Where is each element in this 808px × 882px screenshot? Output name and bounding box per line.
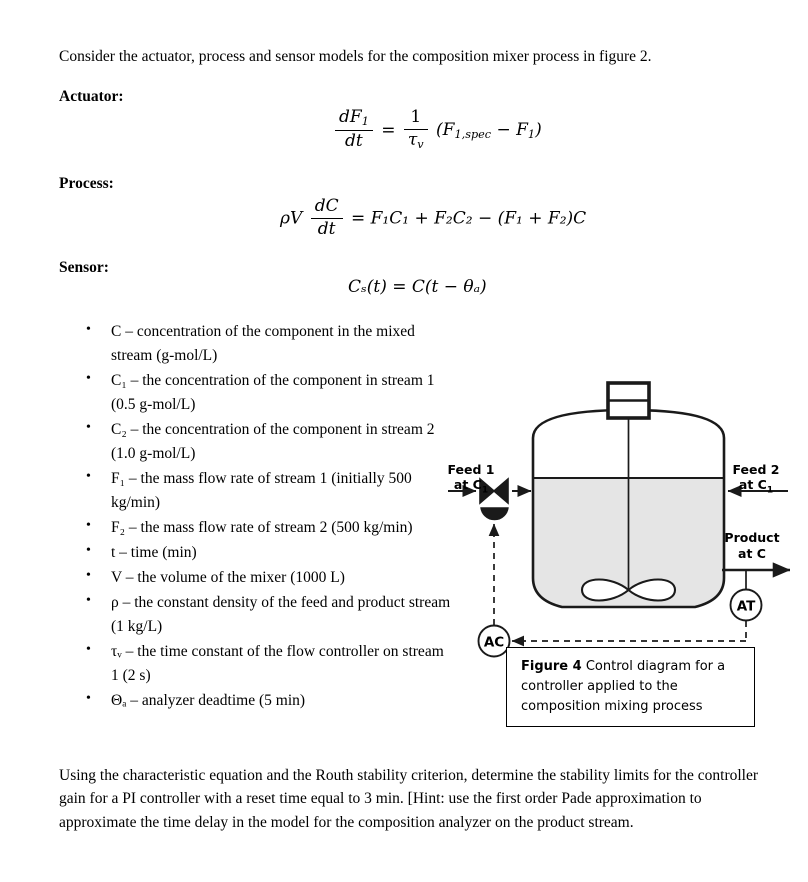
list-item: • t – time (min) bbox=[78, 541, 453, 565]
actuator-fspec-subscript: 1,spec bbox=[454, 128, 492, 142]
list-item: • Θₐ – analyzer deadtime (5 min) bbox=[78, 689, 453, 713]
equation-actuator bbox=[332, 109, 542, 153]
figure-caption-box bbox=[506, 647, 755, 727]
list-item: • V – the volume of the mixer (1000 L) bbox=[78, 566, 453, 590]
list-item: • C₁ – the concentration of the component in stream 1 (0.5 g-mol/L) bbox=[78, 369, 453, 417]
actuator-num-subscript: 1 bbox=[361, 115, 369, 129]
product-label-line1: Product bbox=[724, 530, 780, 545]
list-item: • F₁ – the mass flow rate of stream 1 (initially 500 kg/min) bbox=[78, 467, 453, 515]
process-fraction bbox=[311, 197, 343, 239]
actuator-numerator: $dF_1$ bbox=[335, 108, 373, 131]
feed1-label-line1: Feed 1 bbox=[447, 462, 495, 477]
actuator-f1-subscript: 1 bbox=[527, 128, 536, 142]
actuator-rhs-denominator: $\tau_v$ bbox=[407, 129, 424, 151]
section-label-actuator: Actuator: bbox=[59, 88, 124, 105]
section-label-process: Process: bbox=[59, 175, 114, 192]
controller-tag-label: AC bbox=[483, 634, 505, 651]
actuator-rhs-fraction bbox=[404, 108, 428, 152]
equation-sensor: Cₛ(t) = C(t − θₐ) bbox=[348, 277, 487, 297]
feed1-label-subscript: 1 bbox=[481, 485, 489, 496]
feed2-label-line1: Feed 2 bbox=[732, 462, 780, 477]
actuator-rhs-open: $(F_{1,spec} - F_1)$ bbox=[436, 120, 542, 142]
feed1-label-at-c: at C bbox=[453, 477, 482, 492]
feed2-label-line2 bbox=[739, 477, 773, 496]
figure-control-diagram bbox=[440, 378, 790, 738]
actuator-rhs-numerator: 1 bbox=[404, 108, 428, 130]
list-item: • ρ – the constant density of the feed and product stream (1 kg/L) bbox=[78, 591, 453, 639]
figure-caption-text: Control diagram for a controller applied to the composition mixing process bbox=[521, 659, 726, 715]
actuator-equals: = bbox=[381, 120, 396, 141]
process-lead: ρV bbox=[280, 208, 303, 229]
actuator-lhs-fraction bbox=[335, 108, 373, 152]
actuator-denominator: dt bbox=[345, 131, 363, 152]
product-label-line2: at C bbox=[738, 546, 766, 561]
valve-body-right bbox=[494, 479, 508, 503]
equation-process bbox=[280, 198, 586, 240]
list-item: • F₂ – the mass flow rate of stream 2 (500 kg/min) bbox=[78, 516, 453, 540]
feed1-label-line2 bbox=[454, 477, 488, 496]
process-numerator: dC bbox=[311, 197, 343, 219]
transmitter-tag-label: AT bbox=[736, 598, 756, 615]
process-denominator: dt bbox=[317, 218, 336, 239]
control-diagram-svg bbox=[440, 378, 790, 678]
nomenclature-list bbox=[78, 320, 453, 714]
list-item: • C – concentration of the component in the mixed stream (g-mol/L) bbox=[78, 320, 453, 368]
valve-actuator-dome bbox=[481, 506, 508, 519]
feed2-label-subscript: 1 bbox=[766, 485, 774, 496]
closing-paragraph: Using the characteristic equation and the Routh stability criterion, determine the stability limits for the controller gain for a PI controller with a reset time equal to 3 min. [Hint: use the first order Pade approximation to approximate the time delay in the model for the composition analyzer on the product stream. bbox=[59, 767, 759, 831]
process-rhs: = F₁C₁ + F₂C₂ − (F₁ + F₂)C bbox=[350, 208, 587, 229]
feed2-label-at-c: at C bbox=[738, 477, 767, 492]
section-label-sensor: Sensor: bbox=[59, 259, 109, 276]
list-item: • C₂ – the concentration of the component in stream 2 (1.0 g-mol/L) bbox=[78, 418, 453, 466]
list-item: • τᵥ – the time constant of the flow controller on stream 1 (2 s) bbox=[78, 640, 453, 688]
intro-paragraph: Consider the actuator, process and sensor models for the composition mixer process in figure 2. bbox=[59, 48, 652, 65]
figure-number: Figure 4 bbox=[521, 659, 582, 674]
actuator-tau-subscript: v bbox=[417, 137, 424, 151]
